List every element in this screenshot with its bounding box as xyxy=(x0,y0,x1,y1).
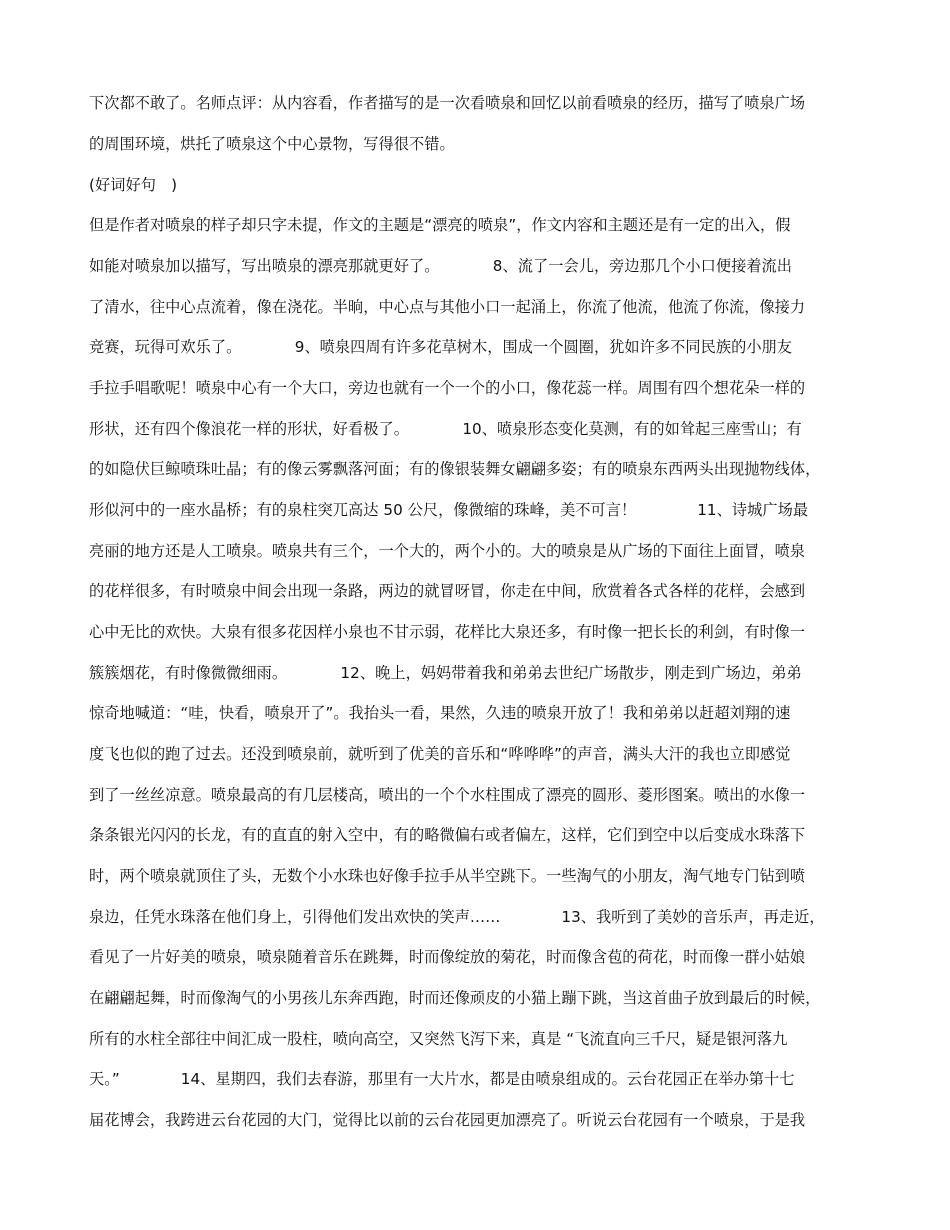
text-line: 下次都不敢了。名师点评：从内容看，作者描写的是一次看喷泉和回忆以前看喷泉的经历，描写了喷泉广场 xyxy=(89,94,806,112)
text-line: 惊奇地喊道：“哇，快看，喷泉开了”。我抬头一看，果然，久违的喷泉开放了！我和弟弟以赶超刘翔的速 xyxy=(89,704,791,722)
text-line: (好词好句 ) xyxy=(89,176,178,194)
text-line: 但是作者对喷泉的样子却只字未提，作文的主题是“漂亮的喷泉”，作文内容和主题还是有一定的出入，假 xyxy=(89,216,791,234)
text-line: 天。” 14、星期四，我们去春游，那里有一大片水，都是由喷泉组成的。云台花园正在举办第十七 xyxy=(89,1070,795,1088)
text-line: 届花博会，我跨进云台花园的大门，觉得比以前的云台花园更加漂亮了。听说云台花园有一个喷泉，于是我 xyxy=(89,1111,806,1129)
text-line: 时，两个喷泉就顶住了头，无数个小水珠也好像手拉手从半空跳下。一些淘气的小朋友，淘气地专门钻到喷 xyxy=(89,867,806,885)
text-line: 条条银光闪闪的长龙，有的直直的射入空中，有的略微偏右或者偏左，这样，它们到空中以后变成水珠落下 xyxy=(89,826,806,844)
text-line: 在翩翩起舞，时而像淘气的小男孩儿东奔西跑，时而还像顽皮的小猫上蹦下跳，当这首曲子放到最后的时候， xyxy=(89,989,821,1007)
text-line: 形状，还有四个像浪花一样的形状，好看极了。 10、喷泉形态变化莫测，有的如耸起三座雪山；有 xyxy=(89,420,802,438)
text-line: 形似河中的一座水晶桥；有的泉柱突兀高达 50 公尺，像微缩的珠峰，美不可言！ 11、诗城广场最 xyxy=(89,501,809,519)
text-line: 亮丽的地方还是人工喷泉。喷泉共有三个，一个大的，两个小的。大的喷泉是从广场的下面往上面冒，喷泉 xyxy=(89,542,806,560)
text-line: 到了一丝丝凉意。喷泉最高的有几层楼高，喷出的一个个水柱围成了漂亮的圆形、菱形图案。喷出的水像一 xyxy=(89,786,806,804)
text-line: 看见了一片好美的喷泉，喷泉随着音乐在跳舞，时而像绽放的菊花，时而像含苞的荷花，时而像一群小姑娘 xyxy=(89,948,806,966)
text-line: 所有的水柱全部往中间汇成一股柱，喷向高空，又突然飞泻下来，真是 “飞流直向三千尺，疑是银河落九 xyxy=(89,1030,788,1048)
text-line: 的如隐伏巨鲸喷珠吐晶；有的像云雾飘落河面；有的像银装舞女翩翩多姿；有的喷泉东西两头出现抛物线体， xyxy=(89,460,821,478)
text-line: 的周围环境，烘托了喷泉这个中心景物，写得很不错。 xyxy=(89,135,455,153)
text-line: 了清水，往中心点流着，像在浇花。半晌，中心点与其他小口一起涌上，你流了他流，他流了你流，像接力 xyxy=(89,298,806,316)
text-line: 泉边，任凭水珠落在他们身上，引得他们发出欢快的笑声…… 13、我听到了美妙的音乐声，再走近， xyxy=(89,908,825,926)
text-line: 的花样很多，有时喷泉中间会出现一条路，两边的就冒呀冒，你走在中间，欣赏着各式各样的花样，会感到 xyxy=(89,582,806,600)
text-line: 心中无比的欢快。大泉有很多花因样小泉也不甘示弱，花样比大泉还多，有时像一把长长的利剑，有时像一 xyxy=(89,623,806,641)
text-line: 度飞也似的跑了过去。还没到喷泉前，就听到了优美的音乐和“哗哗哗”的声音，满头大汗的我也立即感觉 xyxy=(89,745,791,763)
text-line: 手拉手唱歌呢！喷泉中心有一个大口，旁边也就有一个一个的小口，像花蕊一样。周围有四个想花朵一样的 xyxy=(89,379,806,397)
text-line: 簇簇烟花，有时像微微细雨。 12、晚上，妈妈带着我和弟弟去世纪广场散步，刚走到广场边，弟弟 xyxy=(89,664,802,682)
text-line: 如能对喷泉加以描写，写出喷泉的漂亮那就更好了。 8、流了一会儿，旁边那几个小口便接着流出 xyxy=(89,257,793,275)
text-line: 竞赛，玩得可欢乐了。 9、喷泉四周有许多花草树木，围成一个圆圈，犹如许多不同民族的小朋友 xyxy=(89,338,793,356)
